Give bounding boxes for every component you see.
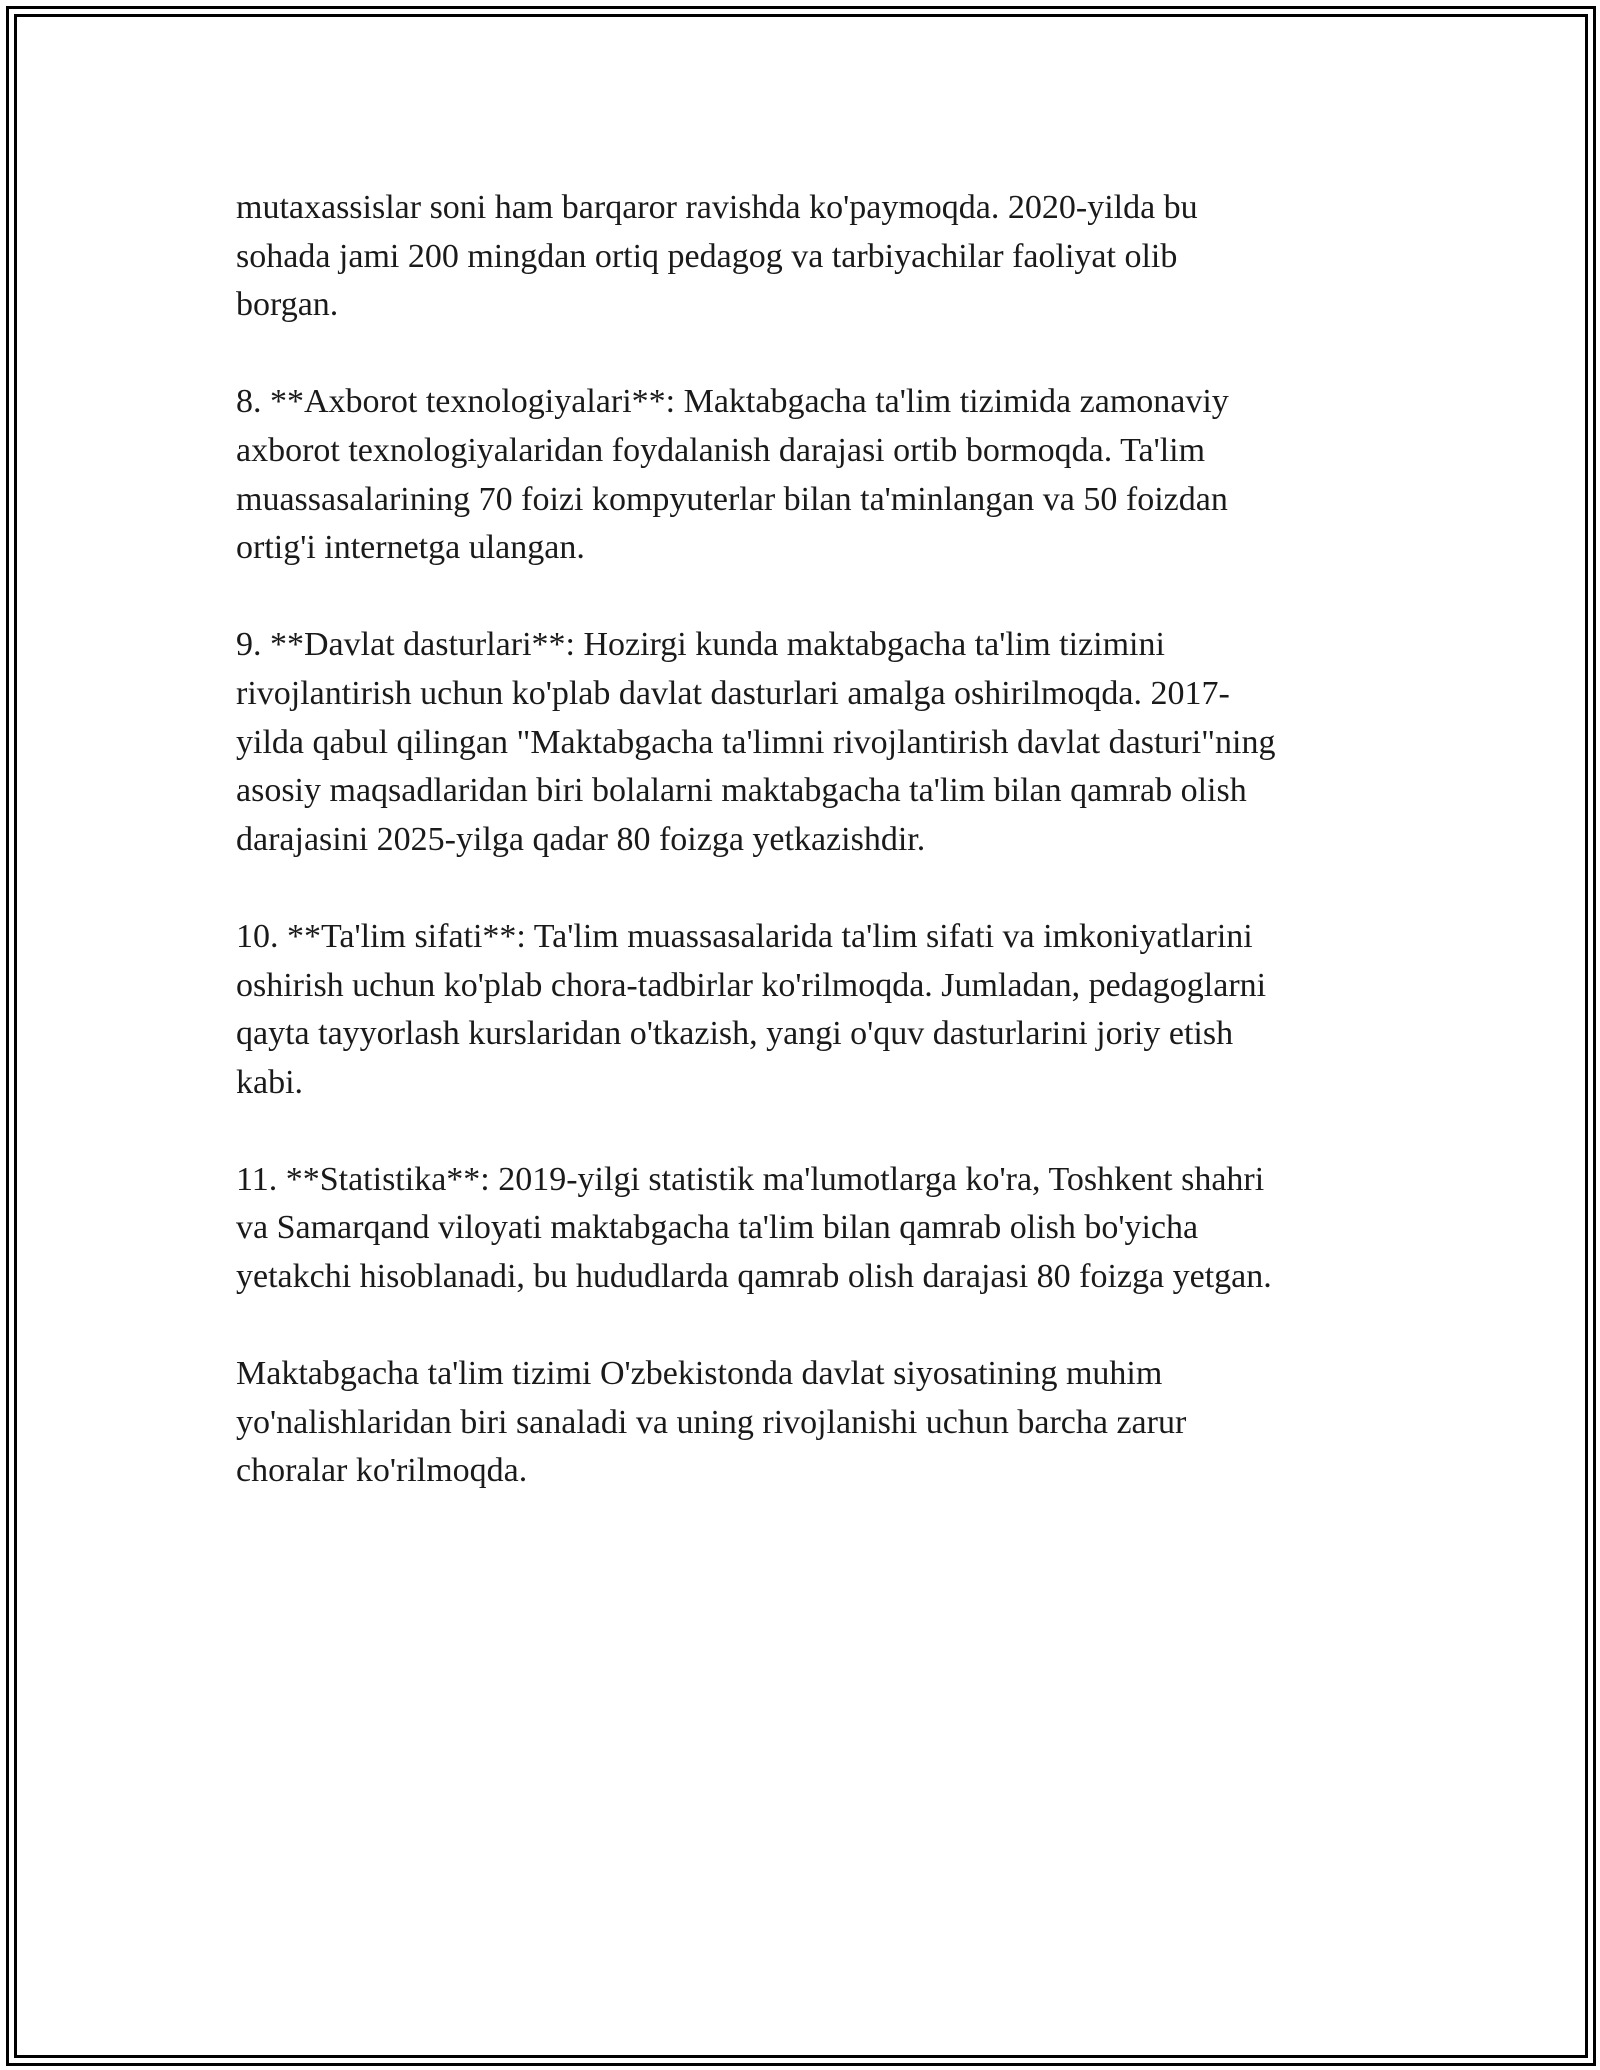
- paragraph-statistics: 11. **Statistika**: 2019-yilgi statistik ma'lumotlarga ko'ra, Toshkent shahri va Samarqand viloyati maktabgacha ta'lim bilan qamrab olish bo'yicha yetakchi hisoblanadi, bu hududlarda qamrab olish darajasi 80 foizga yetgan.: [236, 1160, 1272, 1296]
- paragraph-state-programs: 9. **Davlat dasturlari**: Hozirgi kunda maktabgacha ta'lim tizimini rivojlantirish uchun ko'plab davlat dasturlari amalga oshirilmoqda. 2017- yilda qabul qilingan "Maktabgacha ta'limni rivojlantirish davlat dasturi"ning asosiy maqsadlaridan biri bolalarni maktabgacha ta'lim bilan qamrab olish darajasini 2025-yilga qadar 80 foizga yetkazishdir.: [236, 626, 1276, 858]
- paragraph-conclusion: Maktabgacha ta'lim tizimi O'zbekistonda davlat siyosatining muhim yo'nalishlaridan biri sanaladi va uning rivojlanishi uchun barcha zarur choralar ko'rilmoqda.: [236, 1355, 1187, 1490]
- paragraph-education-quality: 10. **Ta'lim sifati**: Ta'lim muassasalarida ta'lim sifati va imkoniyatlarini oshirish uchun ko'plab chora-tadbirlar ko'rilmoqda. Jumladan, pedagoglarni qayta tayyorlash kurslaridan o'tkazish, yangi o'quv dasturlarini joriy etish kabi.: [236, 917, 1267, 1101]
- paragraph-information-technologies: 8. **Axborot texnologiyalari**: Maktabgacha ta'lim tizimida zamonaviy axborot texnologiyalaridan foydalanish darajasi ortib bormoqda. Ta'lim muassasalarining 70 foizi kompyuterlar bilan ta'minlangan va 50 foizdan ortig'i internetga ulangan.: [236, 383, 1229, 567]
- paragraph-specialists: mutaxassislar soni ham barqaror ravishda ko'paymoqda. 2020-yilda bu sohada jami 200 mingdan ortiq pedagog va tarbiyachilar faoliyat olib borgan.: [236, 189, 1198, 324]
- document-body: [236, 184, 1376, 1545]
